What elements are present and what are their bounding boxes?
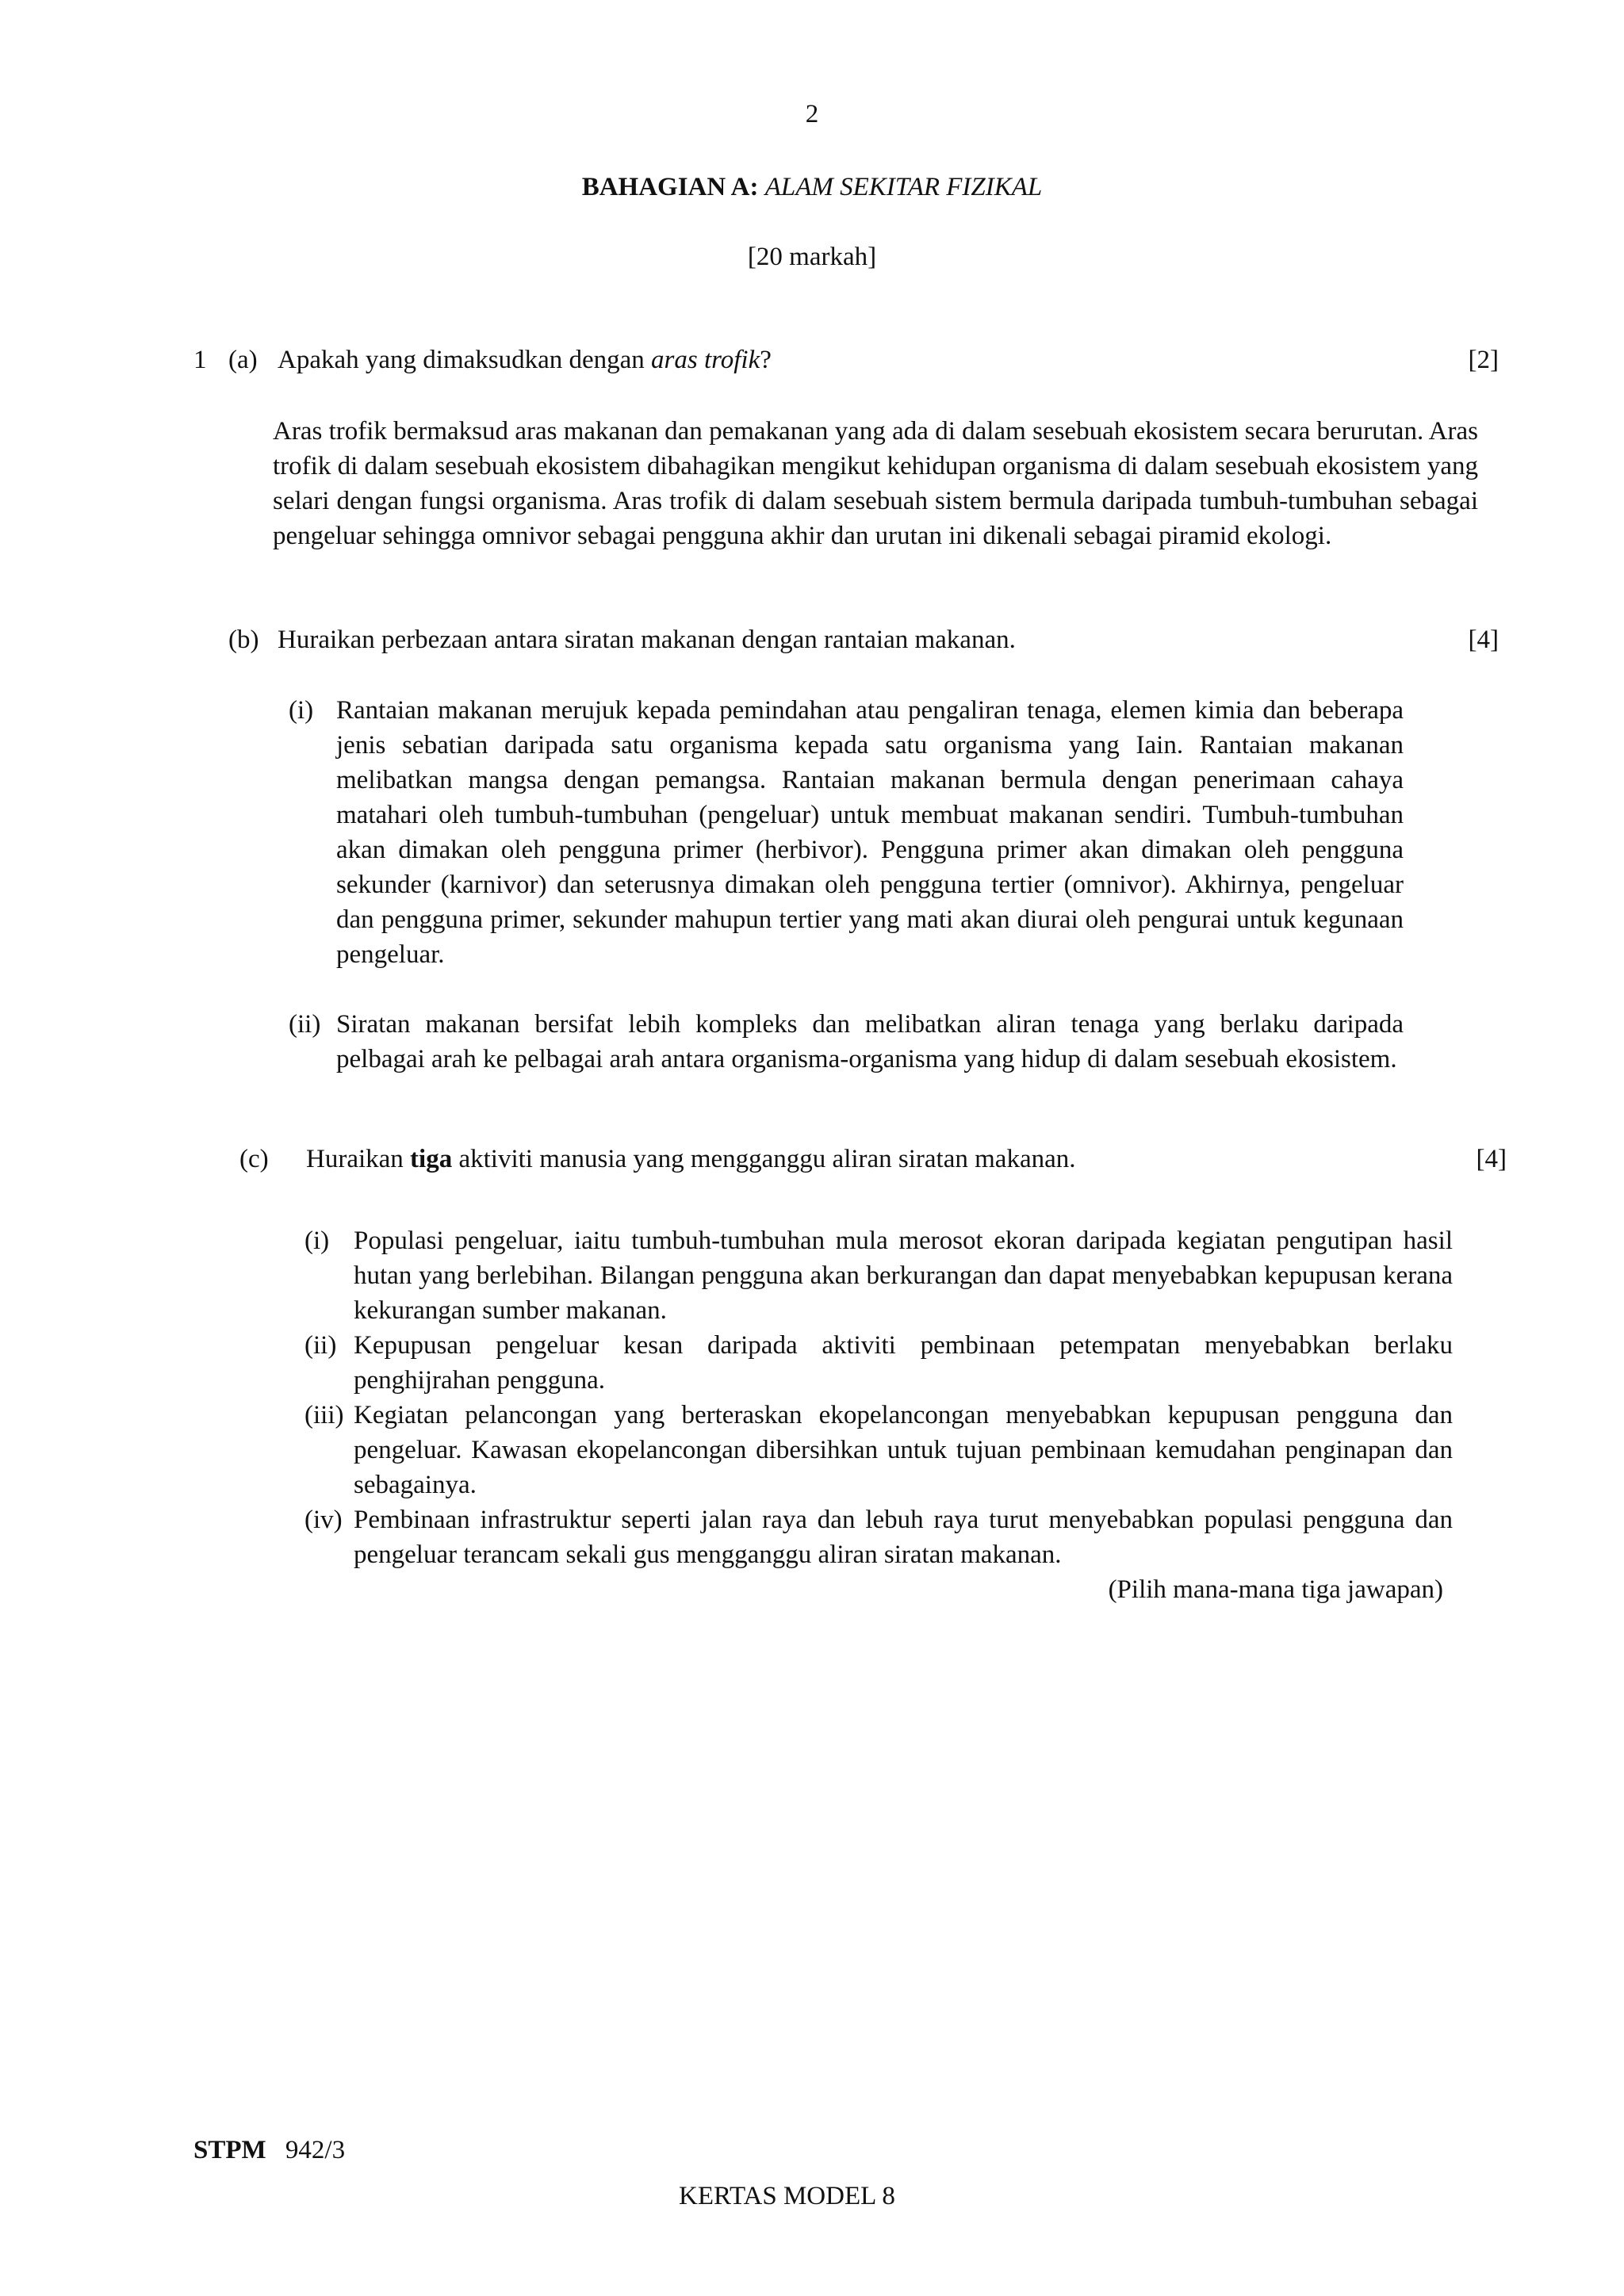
part-c-prompt bbox=[306, 1142, 1075, 1177]
footer-title: KERTAS MODEL 8 bbox=[679, 2182, 895, 2210]
part-a-prompt bbox=[278, 342, 772, 377]
part-a-prompt-suffix: ? bbox=[760, 346, 772, 374]
part-b-item-number: (ii) bbox=[289, 1010, 321, 1039]
part-b-item-text: Rantaian makanan merujuk kepada pemindahan atau pengaliran tenaga, elemen kimia dan beberapa jenis sebatian daripada satu organisma kepada satu organisma yang Iain. Rantaian makanan melibatkan mangsa dengan pemangsa. Rantaian makanan bermula dengan penerimaan cahaya matahari oleh tumbuh-tumbuhan (pengeluar) untuk membuat makanan sendiri. Tumbuh-tumbuhan akan dimakan oleh pengguna primer (herbivor). Pengguna primer akan dimakan oleh pengguna sekunder (karnivor) dan seterusnya dimakan oleh pengguna tertier (omnivor). Akhirnya, pengeluar dan pengguna primer, sekunder mahupun tertier yang mati akan diurai oleh pengurai untuk kegunaan pengeluar. bbox=[336, 696, 1404, 969]
part-a-answer: Aras trofik bermaksud aras makanan dan pemakanan yang ada di dalam sesebuah ekosistem secara berurutan. Aras trofik di dalam sesebuah ekosistem dibahagikan mengikut kehidupan organisma di dalam sesebuah ekosistem yang selari dengan fungsi organisma. Aras trofik di dalam sesebuah sistem bermula daripada tumbuh-tumbuhan sebagai pengeluar sehingga omnivor sebagai pengguna akhir dan urutan ini dikenali sebagai piramid ekologi. bbox=[273, 417, 1478, 550]
section-heading-bold: BAHAGIAN A: bbox=[581, 173, 759, 201]
part-c-note: (Pilih mana-mana tiga jawapan) bbox=[1108, 1575, 1443, 1604]
part-c-item bbox=[304, 1502, 1453, 1572]
part-b-item-text: Siratan makanan bersifat lebih kompleks dan melibatkan aliran tenaga yang berlaku daripada pelbagai arah ke pelbagai arah antara organisma-organisma yang hidup di dalam sesebuah ekosistem. bbox=[336, 1010, 1404, 1073]
part-c-item-number: (iii) bbox=[304, 1401, 344, 1429]
part-c-item-text: Pembinaan infrastruktur seperti jalan raya dan lebuh raya turut menyebabkan populasi pengguna dan pengeluar terancam sekali gus mengganggu aliran siratan makanan. bbox=[354, 1506, 1453, 1569]
part-b-item bbox=[289, 1007, 1404, 1077]
part-b-label: (b) bbox=[228, 626, 259, 654]
part-c-marks: [4] bbox=[1476, 1145, 1507, 1173]
part-c-item-number: (iv) bbox=[304, 1506, 343, 1534]
section-marks: [20 markah] bbox=[747, 243, 877, 271]
part-a-prompt-prefix: Apakah yang dimaksudkan dengan bbox=[278, 346, 652, 374]
part-a-marks: [2] bbox=[1468, 346, 1499, 374]
question-number: 1 bbox=[193, 346, 207, 374]
footer-stpm: STPM bbox=[193, 2136, 266, 2164]
part-c-prompt-bold: tiga bbox=[410, 1145, 453, 1173]
part-c-item bbox=[304, 1398, 1453, 1502]
part-a-prompt-term: aras trofik bbox=[651, 346, 760, 374]
part-c-item-text: Populasi pengeluar, iaitu tumbuh-tumbuhan mula merosot ekoran daripada kegiatan pengutipan hasil hutan yang berlebihan. Bilangan pengguna akan berkurangan dan dapat menyebabkan kepupusan kerana kekurangan sumber makanan. bbox=[354, 1226, 1453, 1325]
section-heading bbox=[0, 170, 1624, 205]
section-heading-italic: ALAM SEKITAR FIZIKAL bbox=[764, 173, 1043, 201]
part-c-label: (c) bbox=[239, 1145, 269, 1173]
part-b-item-number: (i) bbox=[289, 696, 314, 725]
part-c-item bbox=[304, 1223, 1453, 1328]
part-c-item-number: (i) bbox=[304, 1226, 330, 1255]
page-number: 2 bbox=[805, 100, 819, 128]
part-b-item bbox=[289, 693, 1404, 972]
part-c-item-number: (ii) bbox=[304, 1331, 337, 1360]
footer-code: 942/3 bbox=[285, 2136, 346, 2164]
part-c-prompt-suffix: aktiviti manusia yang mengganggu aliran siratan makanan. bbox=[452, 1145, 1076, 1173]
part-c-item bbox=[304, 1328, 1453, 1398]
part-a-label: (a) bbox=[228, 346, 258, 374]
part-b-marks: [4] bbox=[1468, 626, 1499, 654]
part-c-prompt-prefix: Huraikan bbox=[306, 1145, 411, 1173]
part-c-item-text: Kegiatan pelancongan yang berteraskan ekopelancongan menyebabkan kepupusan pengguna dan pengeluar. Kawasan ekopelancongan dibersihkan untuk tujuan pembinaan kemudahan penginapan dan sebagainya. bbox=[354, 1401, 1453, 1499]
footer-exam bbox=[193, 2133, 345, 2168]
part-c-item-text: Kepupusan pengeluar kesan daripada aktiviti pembinaan petempatan menyebabkan berlaku penghijrahan pengguna. bbox=[354, 1331, 1453, 1395]
part-b-prompt: Huraikan perbezaan antara siratan makanan dengan rantaian makanan. bbox=[278, 626, 1016, 654]
